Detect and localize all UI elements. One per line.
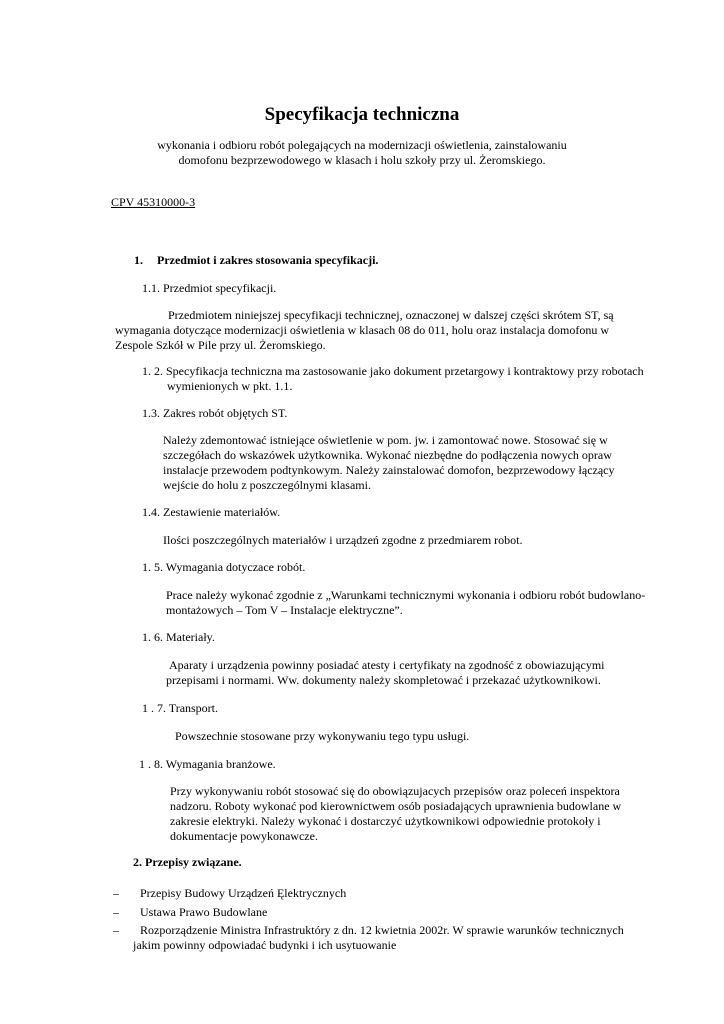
paragraph-line: wymagania dotyczące modernizacji oświetlenia w klasach 08 do 011, holu oraz instalacja domofonu w	[115, 323, 610, 337]
subtitle-line: domofonu bezprzewodowego w klasach i holu szkoły przy ul. Żeromskiego.	[178, 153, 546, 167]
paragraph-line: dokumentacje powykonawcze.	[170, 829, 318, 843]
subsection-1-8-heading: 1 . 8. Wymagania branżowe.	[139, 757, 276, 771]
paragraph-line: Przedmiotem niniejszej specyfikacji technicznej, oznaczonej w dalszej części skrótem ST, są	[168, 308, 614, 322]
paragraph-line: przepisami i normami. Ww. dokumenty należy skompletować i przekazać użytkownikowi.	[166, 673, 601, 687]
subsection-1-1-heading: 1.1. Przedmiot specyfikacji.	[142, 281, 277, 295]
paragraph-line: wymienionych w pkt. 1.1.	[167, 379, 293, 393]
paragraph-line: nadzoru. Roboty wykonać pod kierownictwem osób posiadających uprawnienia budowlane w	[170, 799, 622, 813]
section-title: Przedmiot i zakres stosowania specyfikacji.	[157, 253, 379, 267]
list-item	[113, 905, 267, 920]
paragraph-line: szczegółach do wskazówek użytkownika. Wykonać niezbędne do podłączenia nowych opraw	[163, 448, 612, 462]
subsection-1-5-body	[166, 588, 645, 618]
list-item	[113, 923, 624, 938]
list-item-text: Rozporządzenie Ministra Infrastruktóry z dn. 12 kwietnia 2002r. W sprawie warunków technicznych	[140, 923, 624, 937]
section-2-heading: 2. Przepisy związane.	[133, 855, 242, 869]
list-item	[113, 886, 346, 901]
paragraph-line: Zespole Szkół w Pile przy ul. Żeromskiego.	[115, 338, 326, 352]
subsection-1-2	[142, 364, 644, 394]
document-title: Specyfikacja techniczna	[264, 104, 460, 125]
subsection-1-4-body: Ilości poszczególnych materiałów i urządzeń zgodne z przedmiarem robot.	[163, 533, 523, 547]
document-subtitle	[0, 138, 724, 168]
list-item-text: Przepisy Budowy Urządzeń Ęlektrycznych	[140, 886, 347, 900]
paragraph-line: 1. 2. Specyfikacja techniczna ma zastosowanie jako dokument przetargowy i kontraktowy przy robotach	[142, 364, 644, 378]
paragraph-line: Aparaty i urządzenia powinny posiadać atesty i certyfikaty na zgodność z obowiazującymi	[169, 658, 605, 672]
paragraph-line: instalacje przewodem podtynkowym. Należy zainstalować domofon, bezprzewodowy łączący	[163, 463, 615, 477]
bullet-dash: –	[113, 886, 119, 900]
subsection-1-8-body	[170, 784, 621, 844]
subsection-1-4-heading: 1.4. Zestawienie materiałów.	[142, 505, 281, 519]
paragraph-line: Należy zdemontować istniejące oświetlenie w pom. jw. i zamontować nowe. Stosować się w	[163, 433, 608, 447]
subsection-1-5-heading: 1. 5. Wymagania dotyczace robót.	[142, 560, 306, 574]
subsection-1-6-body	[166, 658, 605, 688]
subsection-1-7-heading: 1 . 7. Transport.	[142, 701, 219, 715]
bullet-dash: –	[113, 923, 119, 937]
section-1-heading	[134, 253, 378, 268]
section-number: 1.	[134, 253, 143, 267]
subsection-1-3-heading: 1.3. Zakres robót objętych ST.	[142, 406, 288, 420]
paragraph-line: Prace należy wykonać zgodnie z „Warunkami technicznymi wykonania i odbioru robót budowlano-	[166, 588, 646, 602]
paragraph-line: wejście do holu z poszczególnymi klasami.	[163, 478, 371, 492]
list-item-text: Ustawa Prawo Budowlane	[140, 905, 268, 919]
paragraph-line: Przy wykonywaniu robót stosować się do obowiązujacych przepisów oraz poleceń inspektora	[170, 784, 620, 798]
subsection-1-1-body	[115, 308, 614, 353]
bullet-dash: –	[113, 905, 119, 919]
subtitle-line: wykonania i odbioru robót polegających na modernizacji oświetlenia, zainstalowaniu	[157, 138, 567, 152]
subsection-1-7-body: Powszechnie stosowane przy wykonywaniu tego typu usługi.	[175, 729, 470, 743]
cpv-code: CPV 45310000-3	[111, 195, 196, 209]
list-item-continuation: jakim powinny odpowiadać budynki i ich usytuowanie	[133, 938, 397, 952]
subsection-1-3-body	[163, 433, 615, 493]
paragraph-line: montażowych – Tom V – Instalacje elektryczne”.	[166, 603, 403, 617]
paragraph-line: zakresie elektryki. Należy wykonać i dostarczyć użytkownikowi odpowiednie protokoły i	[170, 814, 601, 828]
subsection-1-6-heading: 1. 6. Materiały.	[142, 630, 215, 644]
